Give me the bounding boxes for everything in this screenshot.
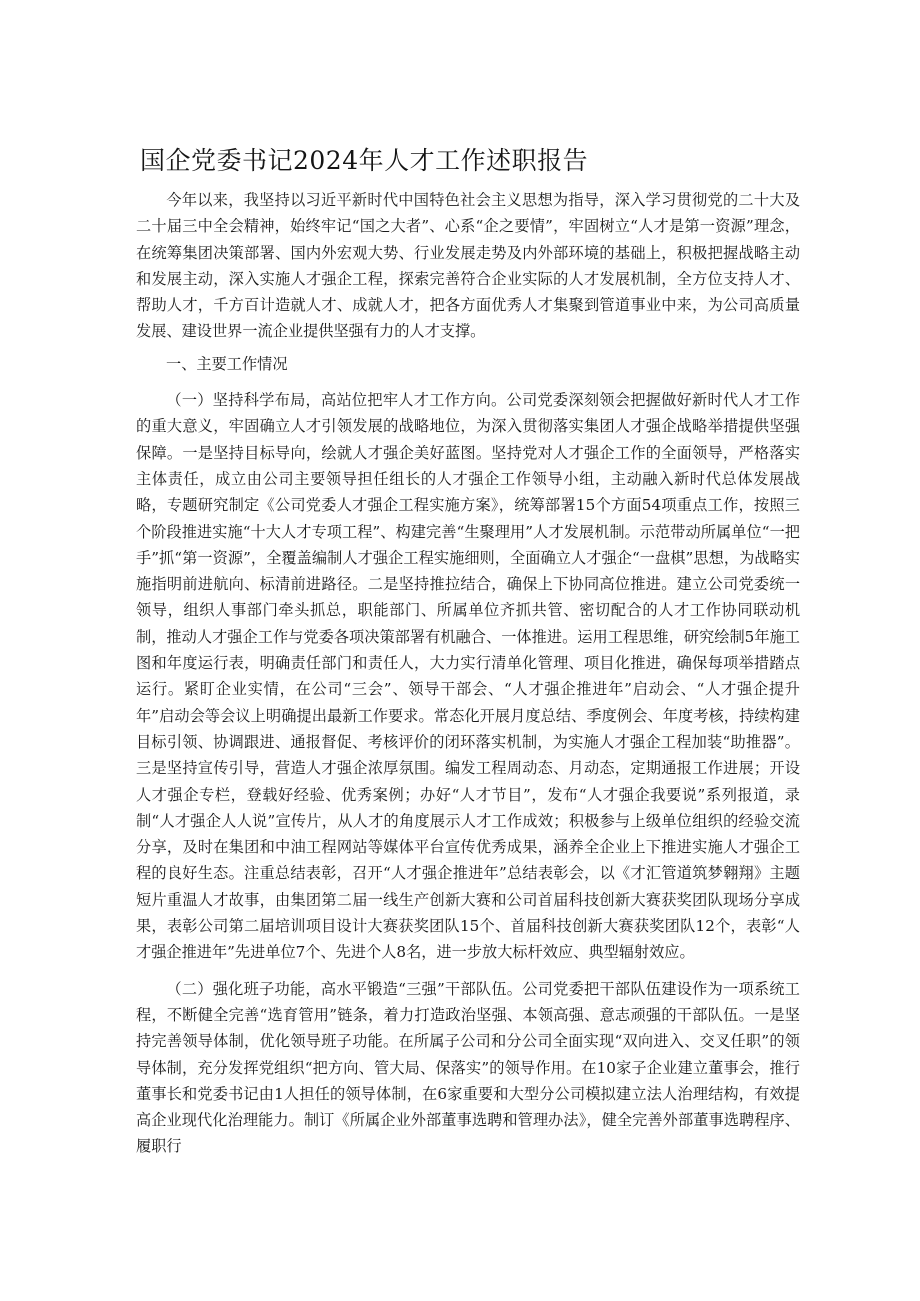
document-title: 国企党委书记2024年人才工作述职报告 bbox=[140, 146, 589, 175]
document-page bbox=[136, 143, 800, 1170]
body-paragraph-2: （二）强化班子功能，高水平锻造“三强”干部队伍。公司党委把干部队伍建设作为一项系统工程，不断健全完善“选育管用”链条，着力打造政治坚强、本领高强、意志顽强的干部队伍。一是坚持完善领导体制，优化领导班子功能。在所属子公司和分公司全面实现“双向进入、交叉任职”的领导体制，充分发挥党组织“把方向、管大局、保落实”的领导作用。在10家子企业建立董事会，推行董事长和党委书记由1人担任的领导体制，在6家重要和大型分公司模拟建立法人治理结构，有效提高企业现代化治理能力。制订《所属企业外部董事选聘和管理办法》，健全完善外部董事选聘程序、履职行 bbox=[136, 979, 800, 1156]
section-heading: 一、主要工作情况 bbox=[166, 354, 288, 373]
body-paragraph-1: （一）坚持科学布局，高站位把牢人才工作方向。公司党委深刻领会把握做好新时代人才工作的重大意义，牢固确立人才引领发展的战略地位，为深入贯彻落实集团人才强企战略举措提供坚强保障。一是坚持目标导向，绘就人才强企美好蓝图。坚持党对人才强企工作的全面领导，严格落实主体责任，成立由公司主要领导担任组长的人才强企工作领导小组，主动融入新时代总体发展战略，专题研究制定《公司党委人才强企工程实施方案》，统筹部署15个方面54项重点工作，按照三个阶段推进实施“十大人才专项工程”、构建完善“生聚理用”人才发展机制。示范带动所属单位“一把手”抓“第一资源”，全覆盖编制人才强企工程实施细则，全面确立人才强企“一盘棋”思想，为战略实施指明前进航向、标清前进路径。二是坚持推拉结合，确保上下协同高位推进。建立公司党委统一领导，组织人事部门牵头抓总，职能部门、所属单位齐抓共管、密切配合的人才工作协同联动机制，推动人才强企工作与党委各项决策部署有机融合、一体推进。运用工程思维，研究绘制5年施工图和年度运行表，明确责任部门和责任人，大力实行清单化管理、项目化推进，确保每项举措踏点运行。紧盯企业实情，在公司“三会”、领导干部会、“人才强企推进年”启动会、“人才强企提升年”启动会等会议上明确提出最新工作要求。常态化开展月度总结、季度例会、年度考核，持续构建目标引领、协调跟进、通报督促、考核评价的闭环落实机制，为实施人才强企工程加装“助推器”。三是坚持宣传引导，营造人才强企浓厚氛围。编发工程周动态、月动态，定期通报工作进展；开设人才强企专栏，登载好经验、优秀案例；办好“人才节目”，发布“人才强企我要说”系列报道，录制“人才强企人人说”宣传片，从人才的角度展示人才工作成效；积极参与上级单位组织的经验交流分享，及时在集团和中油工程网站等媒体平台宣传优秀成果，涵养全企业上下推进实施人才强企工程的良好生态。注重总结表彰，召开“人才强企推进年”总结表彰会，以《才汇管道筑梦翱翔》主题短片重温人才故事，由集团第二届一线生产创新大赛和公司首届科技创新大赛获奖团队现场分享成果，表彰公司第二届培训项目设计大赛获奖团队15个、首届科技创新大赛获奖团队12个，表彰“人才强企推进年”先进单位7个、先进个人8名，进一步放大标杆效应、典型辐射效应。 bbox=[136, 391, 800, 962]
intro-paragraph: 今年以来，我坚持以习近平新时代中国特色社会主义思想为指导，深入学习贯彻党的二十大及二十届三中全会精神，始终牢记“国之大者”、心系“企之要情”，牢固树立“人才是第一资源”理念，在统筹集团决策部署、国内外宏观大势、行业发展走势及内外部环境的基础上，积极把握战略主动和发展主动，深入实施人才强企工程，探索完善符合企业实际的人才发展机制，全方位支持人才、帮助人才，千方百计造就人才、成就人才，把各方面优秀人才集聚到管道事业中来，为公司高质量发展、建设世界一流企业提供坚强有力的人才支撑。 bbox=[136, 191, 800, 341]
